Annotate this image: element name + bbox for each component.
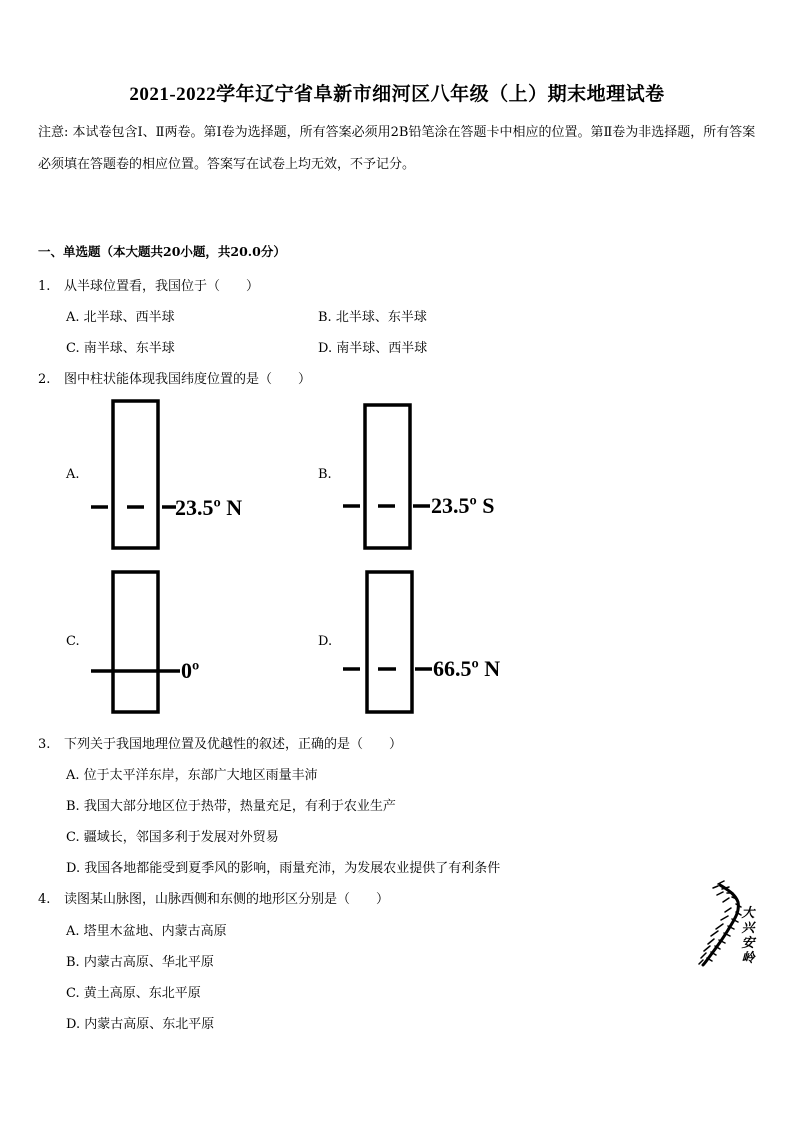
question-number: 3. [38,737,51,752]
q3-option-d: D. 我国各地都能受到夏季风的影响，雨量充沛，为发展农业提供了有利条件 [66,861,501,876]
diagram-a [91,401,242,548]
latitude-label: 66.5º N [433,656,501,681]
q3-option-a: A. 位于太平洋东岸，东部广大地区雨量丰沛 [66,768,318,783]
column-bar [367,572,412,712]
column-bar [113,572,158,712]
diagram-c [91,572,199,712]
mountain-range-map [699,881,741,965]
exam-title: 2021-2022学年辽宁省阜新市细河区八年级（上）期末地理试卷 [129,84,665,105]
q2-label-d: D. [318,634,333,649]
map-label: 大兴安岭 [741,906,755,966]
section-heading: 一、单选题（本大题共20小题，共20.0分） [38,244,286,259]
q1-option-a: A. 北半球、西半球 [66,310,175,325]
question-text: 读图某山脉图，山脉西侧和东侧的地形区分别是（ ） [64,892,390,907]
q4-option-c: C. 黄土高原、东北平原 [66,986,201,1001]
diagram-b [343,405,495,548]
latitude-label: 23.5º N [175,495,243,520]
exam-notice: 注意: 本试卷包含Ⅰ、Ⅱ两卷。第Ⅰ卷为选择题，所有答案必须用2B铅笔涂在答题卡中相应的位置。第Ⅱ卷为非选择题，所有答案必须填在答题卷的相应位置。答案写在试卷上均无效，不予记分。 [38,125,756,172]
q4-option-b: B. 内蒙古高原、华北平原 [66,955,214,970]
q2-label-b: B. [318,467,332,482]
question-number: 2. [38,372,51,387]
column-bar [365,405,410,548]
column-bar [113,401,158,548]
question-3 [38,733,402,752]
diagram-d [343,572,500,712]
q3-option-c: C. 疆域长，邻国多利于发展对外贸易 [66,830,279,845]
question-text: 下列关于我国地理位置及优越性的叙述，正确的是（ ） [64,737,403,752]
question-number: 1. [38,279,51,294]
q2-label-c: C. [66,634,80,649]
q4-option-d: D. 内蒙古高原、东北平原 [66,1017,215,1032]
q1-option-d: D. 南半球、西半球 [318,341,428,356]
q2-label-a: A. [66,467,80,482]
latitude-label: 23.5º S [431,493,495,518]
latitude-label: 0º [181,658,200,683]
question-number: 4. [38,892,51,907]
question-text: 从半球位置看，我国位于（ ） [64,279,260,294]
q1-option-c: C. 南半球、东半球 [66,341,175,356]
q4-option-a: A. 塔里木盆地、内蒙古高原 [66,924,227,939]
question-text: 图中柱状能体现我国纬度位置的是（ ） [64,372,312,387]
question-4 [38,888,389,907]
q1-option-b: B. 北半球、东半球 [318,310,427,325]
q3-option-b: B. 我国大部分地区位于热带，热量充足，有利于农业生产 [66,799,396,814]
